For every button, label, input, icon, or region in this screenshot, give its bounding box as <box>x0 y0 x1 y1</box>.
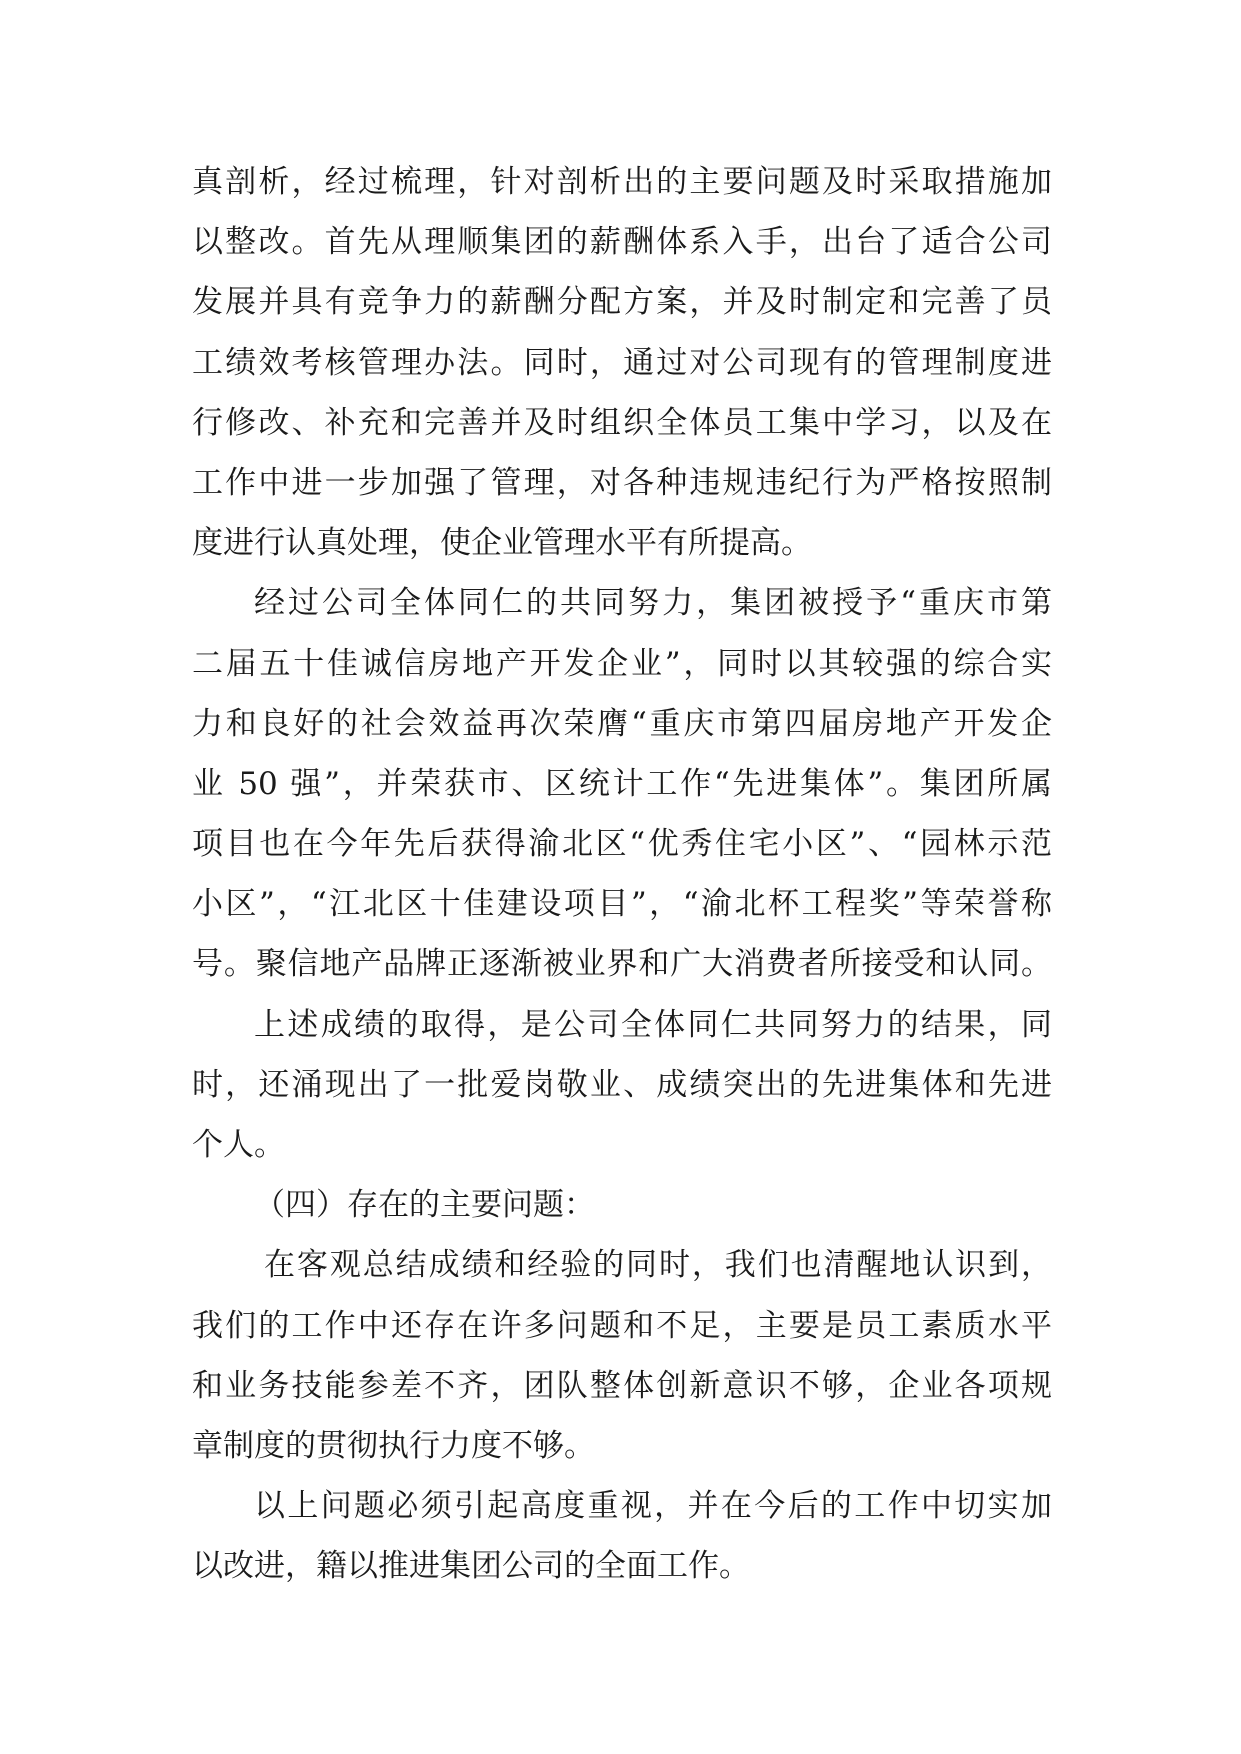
text-line: 以整改。首先从理顺集团的薪酬体系入手，出台了适合公司 <box>192 224 1052 261</box>
text-line: 工绩效考核管理办法。同时，通过对公司现有的管理制度进 <box>192 344 1052 381</box>
section-heading <box>192 1175 1052 1235</box>
paragraph-reform-measures <box>192 152 1052 573</box>
text-line: 经过公司全体同仁的共同努力，集团被授予“重庆市第 <box>254 585 1052 622</box>
text-line: 个人。 <box>192 1127 285 1163</box>
text-line: 时，还涌现出了一批爱岗敬业、成绩突出的先进集体和先进 <box>192 1066 1052 1103</box>
paragraph-problems <box>192 1235 1052 1476</box>
text-line: 号。聚信地产品牌正逐渐被业界和广大消费者所接受和认同。 <box>192 946 1052 983</box>
section-heading-text: （四）存在的主要问题： <box>254 1187 595 1224</box>
document-body <box>192 152 1052 1597</box>
text-line: 力和良好的社会效益再次荣膺“重庆市第四届房地产开发企 <box>192 705 1052 742</box>
text-line: 小区”，“江北区十佳建设项目”，“渝北杯工程奖”等荣誉称 <box>192 886 1052 923</box>
text-line: 和业务技能参差不齐，团队整体创新意识不够，企业各项规 <box>192 1367 1052 1404</box>
paragraph-achievements <box>192 995 1052 1176</box>
text-line: 业 50 强”，并荣获市、区统计工作“先进集体”。集团所属 <box>192 765 1052 802</box>
text-line: 度进行认真处理，使企业管理水平有所提高。 <box>192 525 812 562</box>
text-line: 我们的工作中还存在许多问题和不足，主要是员工素质水平 <box>192 1307 1052 1344</box>
text-line: 行修改、补充和完善并及时组织全体员工集中学习，以及在 <box>192 404 1052 441</box>
paragraph-conclusion <box>192 1476 1052 1596</box>
text-line: 二届五十佳诚信房地产开发企业”，同时以其较强的综合实 <box>192 645 1052 682</box>
text-line: 在客观总结成绩和经验的同时，我们也清醒地认识到， <box>264 1247 1052 1284</box>
paragraph-awards <box>192 573 1052 994</box>
text-line: 真剖析，经过梳理，针对剖析出的主要问题及时采取措施加 <box>192 164 1052 200</box>
text-line: 章制度的贯彻执行力度不够。 <box>192 1427 595 1464</box>
text-line: 上述成绩的取得，是公司全体同仁共同努力的结果，同 <box>254 1006 1052 1043</box>
text-line: 项目也在今年先后获得渝北区“优秀住宅小区”、“园林示范 <box>192 826 1052 863</box>
text-line: 以改进，籍以推进集团公司的全面工作。 <box>192 1548 750 1585</box>
text-line: 工作中进一步加强了管理，对各种违规违纪行为严格按照制 <box>192 464 1052 501</box>
text-line: 以上问题必须引起高度重视，并在今后的工作中切实加 <box>254 1488 1052 1525</box>
text-line: 发展并具有竞争力的薪酬分配方案，并及时制定和完善了员 <box>192 284 1052 321</box>
